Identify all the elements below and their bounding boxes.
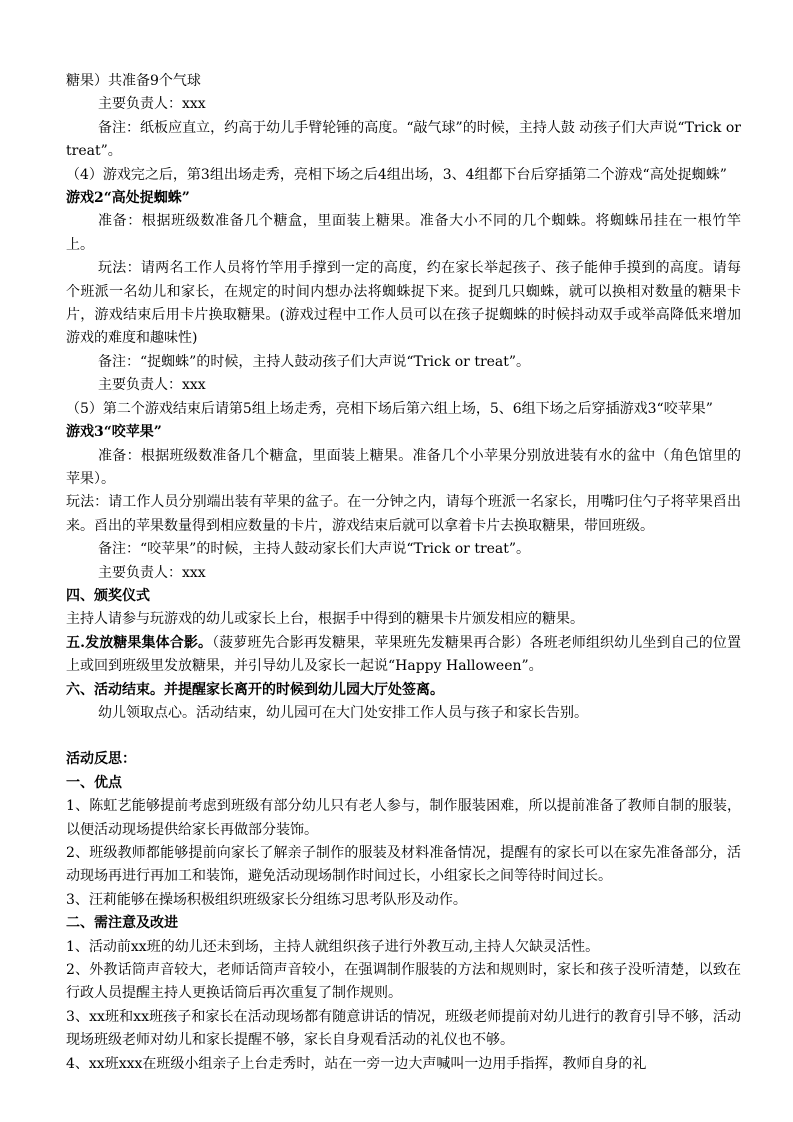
section-heading: 四、颁奖仪式 xyxy=(66,587,150,604)
paragraph: 主持人请参与玩游戏的幼儿或家长上台，根据手中得到的糖果卡片颁发相应的糖果。 xyxy=(66,611,584,628)
blank-line xyxy=(66,725,741,748)
paragraph: （4）游戏完之后，第3组出场走秀，亮相下场之后4组出场，3、4组都下台后穿插第二个游戏“高处捉蜘蛛” xyxy=(66,166,727,183)
paragraph: 备注：“咬苹果”的时候，主持人鼓动家长们大声说“Trick or treat”。 xyxy=(98,541,531,558)
paragraph: 3、xx班和xx班孩子和家长在活动现场都有随意讲话的情况，班级老师提前对幼儿进行的教育引导不够，活动现场班级老师对幼儿和家长提醒不够，家长自身观看活动的礼仪也不够。 xyxy=(66,1008,741,1049)
paragraph: 幼儿领取点心。活动结束，幼儿园可在大门处安排工作人员与孩子和家长告别。 xyxy=(98,704,588,721)
paragraph: 糖果）共准备9个气球 xyxy=(66,73,201,89)
paragraph: 4、xx班xxx在班级小组亲子上台走秀时，站在一旁一边大声喊叫一边用手指挥，教师自身的礼 xyxy=(66,1055,647,1072)
section-heading: 活动反思： xyxy=(66,751,136,768)
section-heading: 二、需注意及改进 xyxy=(66,915,178,932)
paragraph: 主要负责人：xxx xyxy=(98,377,206,394)
paragraph: 1、陈虹艺能够提前考虑到班级有部分幼儿只有老人参与，制作服装困难，所以提前准备了教师自制的服装，以便活动现场提供给家长再做部分装饰。 xyxy=(66,798,741,838)
section-heading: 一、优点 xyxy=(66,774,122,791)
paragraph: 备注：纸板应直立，约高于幼儿手臂轮锤的高度。“敲气球”的时候，主持人鼓 动孩子们大声说“Trick or treat”。 xyxy=(66,119,741,160)
paragraph: 1、活动前xx班的幼儿还未到场，主持人就组织孩子进行外教互动,主持人欠缺灵活性。 xyxy=(66,938,600,955)
paragraph xyxy=(66,632,741,679)
paragraph: 主要负责人：xxx xyxy=(98,96,206,113)
paragraph: 备注：“捉蜘蛛”的时候，主持人鼓动孩子们大声说“Trick or treat”。 xyxy=(98,353,531,370)
paragraph: 3、汪莉能够在操场积极组织班级家长分组练习思考队形及动作。 xyxy=(66,891,467,908)
paragraph: 主要负责人：xxx xyxy=(98,564,206,581)
paragraph: 准备：根据班级数准备几个糖盒，里面装上糖果。准备几个小苹果分别放进装有水的盆中（角色馆里的苹果）。 xyxy=(66,447,741,487)
paragraph: 准备：根据班级数准备几个糖盒，里面装上糖果。准备大小不同的几个蜘蛛。将蜘蛛吊挂在一根竹竿上。 xyxy=(66,213,741,253)
section-heading: 游戏3“咬苹果” xyxy=(66,424,162,441)
paragraph: 玩法：请工作人员分别端出装有苹果的盆子。在一分钟之内，请每个班派一名家长，用嘴叼住勺子将苹果舀出来。舀出的苹果数量得到相应数量的卡片，游戏结束后就可以拿着卡片去换取糖果，带回班级。 xyxy=(66,494,741,534)
inline-heading: 五.发放糖果集体合影。 xyxy=(66,634,213,651)
section-heading: 游戏2“高处捉蜘蛛” xyxy=(66,190,190,207)
section-heading: 六、活动结束。并提醒家长离开的时候到幼儿园大厅处签离。 xyxy=(66,681,444,698)
paragraph: 2、班级教师都能够提前向家长了解亲子制作的服装及材料准备情况，提醒有的家长可以在家先准备部分，活动现场再进行再加工和装饰，避免活动现场制作时间过长，小组家长之间等待时间过长。 xyxy=(66,845,741,885)
paragraph: 玩法：请两名工作人员将竹竿用手撑到一定的高度，约在家长举起孩子、孩子能伸手摸到的高度。请每个班派一名幼儿和家长，在规定的时间内想办法将蜘蛛捉下来。捉到几只蜘蛛，就可以换相对数量的糖果卡片，游戏结束后用卡片换取糖果。(游戏过程中工作人员可以在孩子捉蜘蛛的时候抖动双手或举高降低来增加游戏的难度和趣味性) xyxy=(66,260,741,347)
paragraph-text: （菠萝班先合影再发糖果，苹果班先发糖果再合影）各班老师组织幼儿坐到自己的位置上或回到班级里发放糖果，并引导幼儿及家长一起说“Happy Halloween”。 xyxy=(66,634,742,675)
paragraph: 2、外教话筒声音较大，老师话筒声音较小，在强调制作服装的方法和规则时，家长和孩子没听清楚，以致在行政人员提醒主持人更换话筒后再次重复了制作规则。 xyxy=(66,962,741,1002)
paragraph: （5）第二个游戏结束后请第5组上场走秀，亮相下场后第六组上场，5、6组下场之后穿插游戏3“咬苹果” xyxy=(66,400,713,417)
